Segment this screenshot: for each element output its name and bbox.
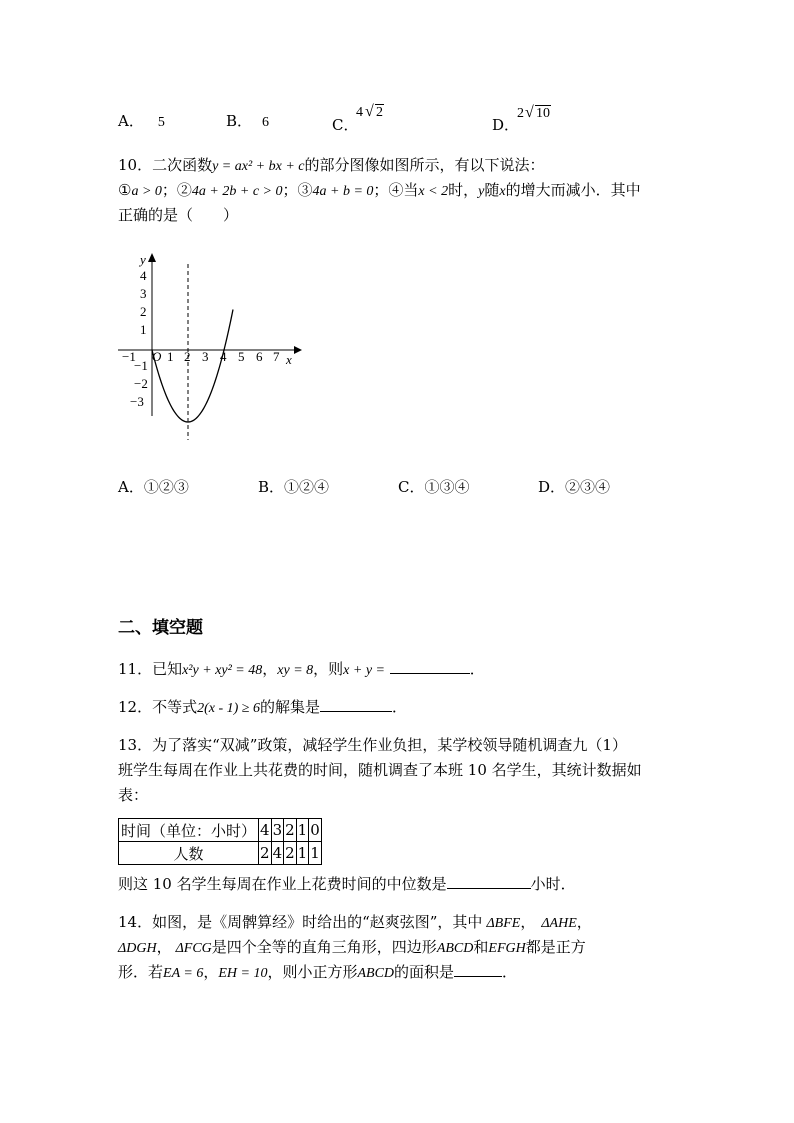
radicand: 2	[376, 105, 383, 120]
q13-answer-blank[interactable]	[447, 873, 531, 889]
table-cell: 1	[296, 819, 309, 842]
table-cell: 3	[271, 819, 284, 842]
table-row	[119, 819, 322, 842]
y-axis-label: y	[140, 252, 146, 267]
x-tick-label: 1	[167, 349, 174, 364]
option-label: B．	[226, 112, 253, 130]
table-cell: 2	[259, 842, 272, 865]
q14-answer-blank[interactable]	[454, 961, 502, 977]
q14-line-1: 14．如图，是《周髀算经》时给出的“赵爽弦图”，其中 ΔBFE， ΔAHE，	[118, 913, 592, 931]
x-axis-arrow-icon	[294, 346, 302, 354]
q10-line-2: ①a > 0；②4a + 2b + c > 0；③4a + b = 0；④当x < 2时，y随x的增大而减小．其中	[118, 181, 641, 199]
section-heading: 二、填空题	[118, 618, 203, 638]
q10-line-1: 10．二次函数y = ax² + bx + c的部分图像如图所示，有以下说法：	[118, 156, 545, 174]
x-tick-label: −1	[122, 349, 136, 364]
table-header-cell: 时间（单位：小时）	[119, 819, 259, 842]
q12: 12．不等式2(x - 1) ≥ 6的解集是 ．	[118, 698, 408, 716]
q10-parabola-graph	[110, 248, 310, 448]
option-label: C．	[332, 116, 359, 134]
q9-option-b[interactable]	[226, 110, 269, 131]
x-axis-label: x	[286, 352, 292, 367]
x-tick-label: 6	[256, 349, 263, 364]
q10-option-c[interactable]: C．①③④	[398, 478, 470, 496]
table-cell: 4	[259, 819, 272, 842]
y-axis-arrow-icon	[148, 253, 156, 262]
sqrt-sign-icon: √	[365, 103, 374, 120]
radical-coefficient: 4	[356, 105, 363, 120]
y-tick-label: −1	[134, 358, 148, 373]
radical-coefficient: 2	[517, 106, 524, 121]
q10-line-3: 正确的是（ ）	[118, 206, 239, 224]
option-label: A．	[118, 112, 144, 130]
x-tick-label: 2	[184, 349, 191, 364]
q14-line-2: ΔDGH， ΔFCG是四个全等的直角三角形，四边形ABCD和EFGH都是正方	[118, 938, 586, 956]
origin-label: O	[152, 349, 162, 364]
x-tick-label: 3	[202, 349, 209, 364]
q13-data-table	[118, 818, 322, 865]
y-tick-label: −3	[130, 394, 144, 409]
q12-answer-blank[interactable]	[320, 696, 392, 712]
option-value: 5	[157, 115, 165, 130]
option-label: D．	[492, 116, 520, 134]
q14-line-3: 形．若EA = 6，EH = 10，则小正方形ABCD的面积是 ．	[118, 963, 518, 981]
q11: 11．已知x²y + xy² = 48，xy = 8，则x + y = ．	[118, 660, 485, 678]
radicand: 10	[536, 106, 550, 121]
q13-line-3: 表：	[118, 786, 149, 804]
x-tick-label: 5	[238, 349, 245, 364]
table-row	[119, 842, 322, 865]
q13-line-1: 13．为了落实“双减”政策，减轻学生作业负担，某学校领导随机调查九（1）	[118, 736, 627, 754]
q10-option-a[interactable]: A．①②③	[118, 478, 189, 496]
table-cell: 1	[309, 842, 322, 865]
table-cell: 2	[284, 842, 297, 865]
y-tick-label: 4	[140, 268, 147, 283]
q9-option-a[interactable]	[118, 110, 165, 131]
option-value: 6	[262, 115, 270, 130]
q10-formula: y = ax² + bx + c	[212, 159, 305, 174]
q13-line-2: 班学生每周在作业上共花费的时间，随机调查了本班 10 名学生，其统计数据如	[118, 761, 642, 779]
parabola-curve	[152, 310, 233, 423]
table-cell: 4	[271, 842, 284, 865]
y-tick-label: −2	[134, 376, 148, 391]
sqrt-sign-icon: √	[525, 104, 534, 121]
y-tick-label: 1	[140, 322, 147, 337]
table-cell: 2	[284, 819, 297, 842]
table-cell: 1	[296, 842, 309, 865]
table-header-cell: 人数	[119, 842, 259, 865]
y-tick-label: 2	[140, 304, 147, 319]
q11-answer-blank[interactable]	[390, 658, 470, 674]
q13-question: 则这 10 名学生每周在作业上花费时间的中位数是 小时．	[118, 875, 576, 893]
x-tick-label: 7	[273, 349, 280, 364]
table-cell: 0	[309, 819, 322, 842]
y-tick-label: 3	[140, 286, 147, 301]
q10-option-d[interactable]: D．②③④	[538, 478, 611, 496]
q9-option-d[interactable]	[492, 104, 550, 135]
q10-option-b[interactable]: B．①②④	[258, 478, 330, 496]
q9-option-c[interactable]	[332, 103, 383, 135]
x-tick-label: 4	[220, 349, 227, 364]
